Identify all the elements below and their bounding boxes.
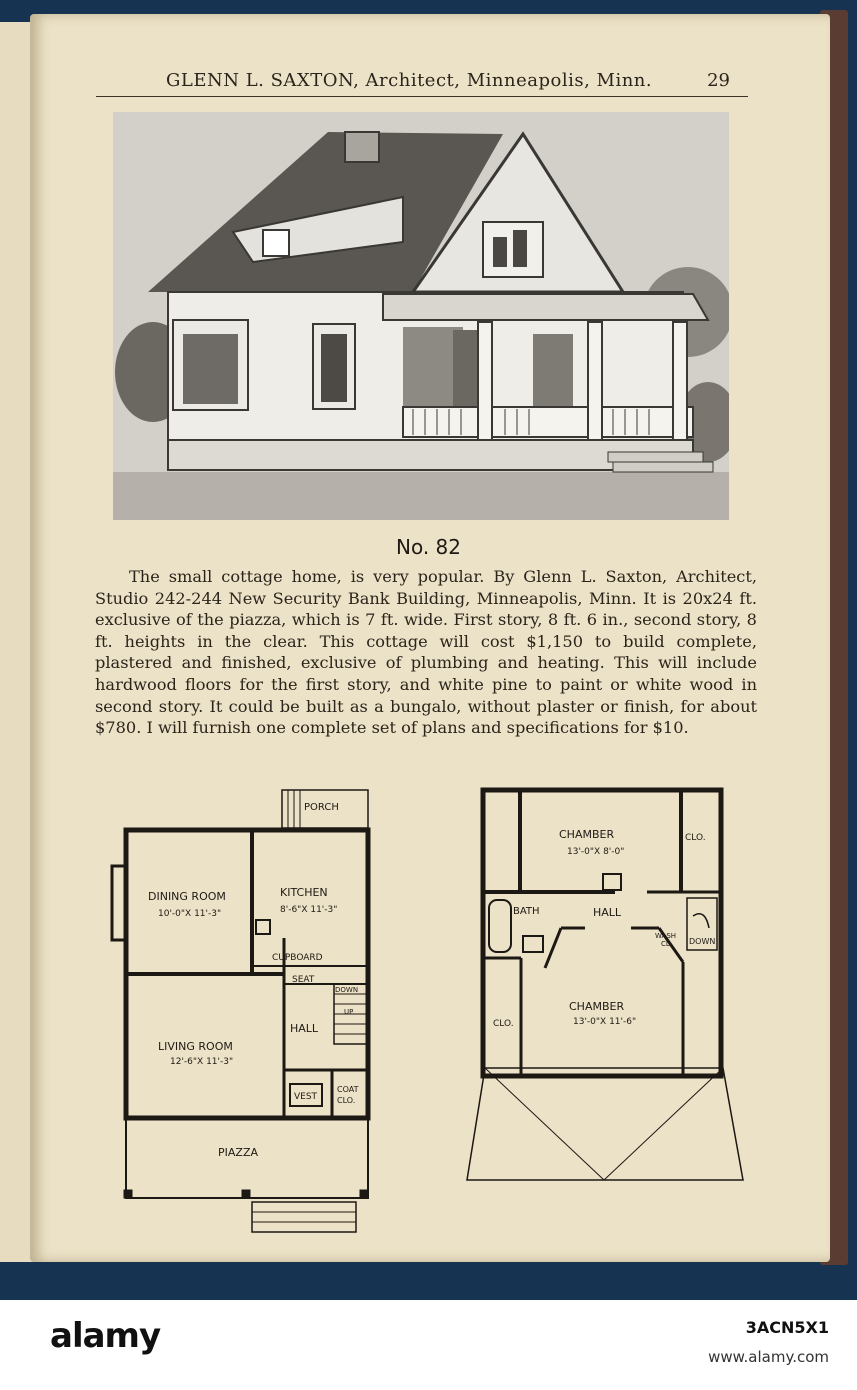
living-room-dims: 12'-6"X 11'-3" xyxy=(170,1057,234,1067)
upper-hall-label: HALL xyxy=(593,906,622,919)
kitchen-dims: 8'-6"X 11'-3" xyxy=(280,905,338,915)
design-number: No. 82 xyxy=(395,535,461,559)
lower-roof xyxy=(467,1068,743,1180)
chamber-main-dims: 13'-0"X 11'-6" xyxy=(573,1017,637,1027)
front-steps xyxy=(252,1202,356,1232)
dining-room-dims: 10'-0"X 11'-3" xyxy=(158,909,222,919)
sink xyxy=(523,936,543,952)
stair-up-label: UP xyxy=(344,1008,354,1016)
chimney-plan xyxy=(256,920,270,934)
running-title: GLENN L. SAXTON, Architect, Minneapolis, Minn. xyxy=(166,70,653,91)
upper-stair-down-label: DOWN xyxy=(689,937,716,946)
running-head xyxy=(96,70,748,97)
cupboard-label: CUPBOARD xyxy=(272,953,323,963)
chimney-plan-2 xyxy=(603,874,621,890)
porch-steps xyxy=(608,452,703,462)
porch-label: PORCH xyxy=(304,802,339,813)
porch-column xyxy=(478,322,492,440)
image-id: 3ACN5X1 xyxy=(745,1318,829,1337)
design-description: The small cottage home, is very popular. By Glenn L. Saxton, Architect, Studio 242-244 New Security Bank Building, Minneapolis, Minn. It is 20x24 ft. exclusive of the piazza, which is 7 ft. wide. First story, 8 ft. 6 in., second story, 8 ft. heights in the clear. This cottage will cost $1,150 to build complete, plastered and finished, exclusive of plumbing and heating. This will include hardwood floors for the first story, and white pine to paint or white wood in second story. It could be built as a bungalo, without plaster or finish, for about $780. I will furnish one complete set of plans and specifications for $10. xyxy=(95,567,757,738)
first-floor-plan xyxy=(108,788,378,1238)
piazza-label: PIAZZA xyxy=(218,1146,258,1159)
porch-roof xyxy=(383,294,708,320)
seat-label: SEAT xyxy=(292,975,315,985)
closet-top-label: CLO. xyxy=(685,833,706,843)
bath-label: BATH xyxy=(513,906,540,917)
kitchen-label: KITCHEN xyxy=(280,886,328,899)
house-illustration xyxy=(113,112,729,520)
stock-url: www.alamy.com xyxy=(708,1348,829,1366)
stair-down-label: DOWN xyxy=(335,986,359,994)
side-window xyxy=(321,334,347,402)
bathtub xyxy=(489,900,511,952)
coat-closet-label: COAT xyxy=(337,1085,359,1094)
chamber-main-label: CHAMBER xyxy=(569,1000,625,1013)
hall-label: HALL xyxy=(290,1022,319,1035)
alamy-logo: alamy xyxy=(50,1316,161,1356)
house-drawing xyxy=(113,112,729,520)
coat-closet-clo-label: CLO. xyxy=(337,1096,356,1105)
living-room-label: LIVING ROOM xyxy=(158,1040,233,1053)
chimney xyxy=(345,132,379,162)
chamber-top-dims: 13'-0"X 8'-0" xyxy=(567,847,625,857)
chamber-top-label: CHAMBER xyxy=(559,828,615,841)
page-number: 29 xyxy=(707,70,730,91)
wash-closet-cl-label: CL. xyxy=(661,940,673,948)
dining-room-label: DINING ROOM xyxy=(148,890,226,903)
second-floor-plan xyxy=(465,788,747,1180)
front-door xyxy=(533,334,573,406)
vestibule-label: VEST xyxy=(294,1092,318,1102)
wash-closet-label: WASH xyxy=(655,932,677,940)
closet-left-label: CLO. xyxy=(493,1019,514,1029)
